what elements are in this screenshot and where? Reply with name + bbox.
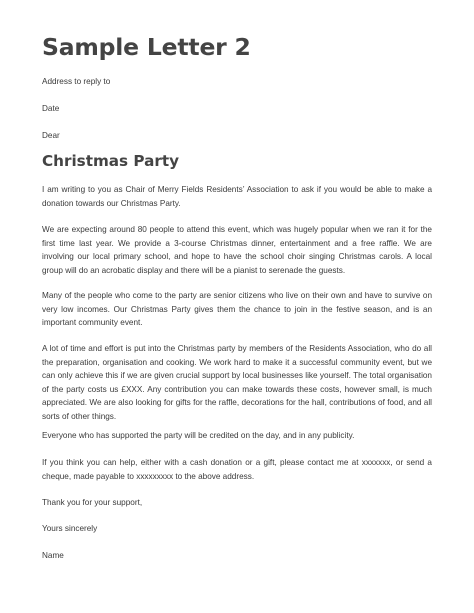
closing-thanks: Thank you for your support, xyxy=(42,498,143,507)
paragraph-intro: I am writing to you as Chair of Merry Fields Residents’ Association to ask if you would be able to make a donation towards our Christmas Party. xyxy=(42,185,432,208)
paragraph-contact: If you think you can help, either with a cash donation or a gift, please contact me at xxxxxxx, or send a cheque, made payable to xxxxxxxxx to the above address. xyxy=(42,458,432,481)
signature-name: Name xyxy=(42,551,64,560)
paragraph-attendees: Many of the people who come to the party are senior citizens who live on their own and have to survive on very low incomes. Our Christmas Party gives them the chance to join in the festive season, and is an important community event. xyxy=(42,291,432,327)
paragraph-costs: A lot of time and effort is put into the Christmas party by members of the Residents Association, who do all the preparation, organisation and cooking. We work hard to make it a successful community event, but we can only achieve this if we are given crucial support by local businesses like yourself. The total organisation of the party costs us £XXX. Any contribution you can make towards these costs, however small, is much appreciated. We are also looking for gifts for the raffle, decorations for the hall, contributions of food, and all sorts of other things. xyxy=(42,344,432,421)
closing-sincerely: Yours sincerely xyxy=(42,524,98,533)
address-line: Address to reply to xyxy=(42,77,111,86)
date-line: Date xyxy=(42,104,60,113)
salutation: Dear xyxy=(42,131,60,140)
letter-heading: Christmas Party xyxy=(42,152,179,170)
paragraph-event-details: We are expecting around 80 people to attend this event, which was hugely popular when we ran it for the first time last year. We provide a 3-course Christmas dinner, entertainment and a free raffle. We are involving our local primary school, and hope to have the school choir singing Christmas carols. A local group will do an acrobatic display and there will be a pianist to serenade the guests. xyxy=(42,225,432,275)
paragraph-credit: Everyone who has supported the party will be credited on the day, and in any publicity. xyxy=(42,431,355,440)
document-title: Sample Letter 2 xyxy=(42,33,251,61)
